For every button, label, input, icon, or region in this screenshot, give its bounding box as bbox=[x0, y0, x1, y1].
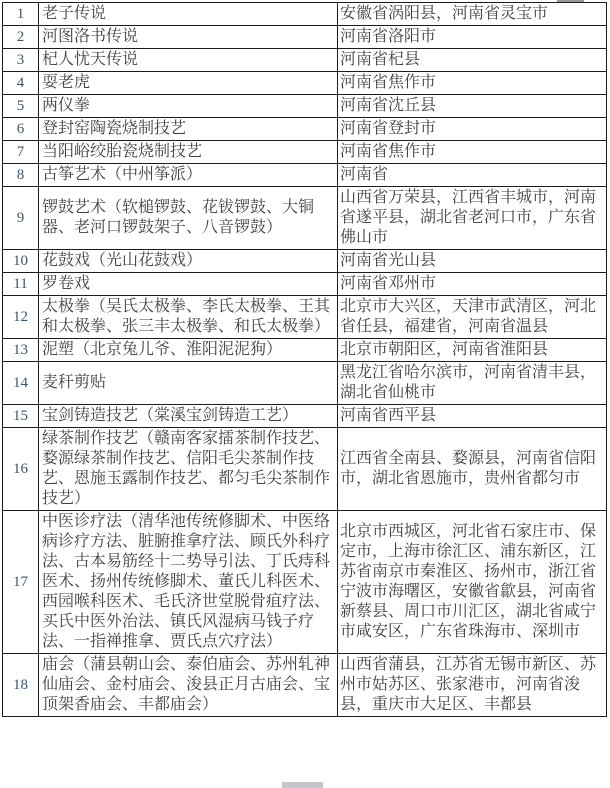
row-number-cell: 12 bbox=[3, 296, 39, 339]
heritage-list-table bbox=[2, 2, 607, 717]
item-name-cell: 太极拳（吴氏太极拳、李氏太极拳、王其和太极拳、张三丰太极拳、和氏太极拳） bbox=[39, 296, 338, 339]
table-row bbox=[3, 654, 607, 717]
row-number-cell: 4 bbox=[3, 72, 39, 95]
table-row bbox=[3, 296, 607, 339]
row-number-cell: 13 bbox=[3, 339, 39, 362]
table-row bbox=[3, 3, 607, 26]
row-number-cell: 7 bbox=[3, 141, 39, 164]
row-number-cell: 16 bbox=[3, 428, 39, 511]
item-location-cell: 河南省邓州市 bbox=[338, 273, 607, 296]
table-row bbox=[3, 164, 607, 187]
row-number-cell: 6 bbox=[3, 118, 39, 141]
item-location-cell: 安徽省涡阳县，河南省灵宝市 bbox=[338, 3, 607, 26]
item-location-cell: 河南省杞县 bbox=[338, 49, 607, 72]
row-number-cell: 3 bbox=[3, 49, 39, 72]
table-row bbox=[3, 339, 607, 362]
item-location-cell: 河南省光山县 bbox=[338, 250, 607, 273]
table-row bbox=[3, 95, 607, 118]
item-name-cell: 绿茶制作技艺（赣南客家擂茶制作技艺、婺源绿茶制作技艺、信阳毛尖茶制作技艺、恩施玉露制作技艺、都匀毛尖茶制作技艺） bbox=[39, 428, 338, 511]
item-name-cell: 耍老虎 bbox=[39, 72, 338, 95]
item-name-cell: 当阳峪绞胎瓷烧制技艺 bbox=[39, 141, 338, 164]
item-location-cell: 河南省登封市 bbox=[338, 118, 607, 141]
table-row bbox=[3, 511, 607, 654]
row-number-cell: 2 bbox=[3, 26, 39, 49]
item-location-cell: 河南省沈丘县 bbox=[338, 95, 607, 118]
table-row bbox=[3, 26, 607, 49]
row-number-cell: 8 bbox=[3, 164, 39, 187]
table-row bbox=[3, 49, 607, 72]
item-name-cell: 花鼓戏（光山花鼓戏） bbox=[39, 250, 338, 273]
item-location-cell: 北京市朝阳区，河南省淮阳县 bbox=[338, 339, 607, 362]
row-number-cell: 10 bbox=[3, 250, 39, 273]
row-number-cell: 5 bbox=[3, 95, 39, 118]
table-row bbox=[3, 362, 607, 405]
table-row bbox=[3, 141, 607, 164]
item-name-cell: 泥塑（北京兔儿爷、淮阳泥泥狗） bbox=[39, 339, 338, 362]
item-name-cell: 杞人忧天传说 bbox=[39, 49, 338, 72]
row-number-cell: 9 bbox=[3, 187, 39, 250]
item-location-cell: 山西省万荣县，江西省丰城市，河南省遂平县，湖北省老河口市，广东省佛山市 bbox=[338, 187, 607, 250]
table-row bbox=[3, 72, 607, 95]
item-name-cell: 登封窑陶瓷烧制技艺 bbox=[39, 118, 338, 141]
item-location-cell: 北京市大兴区，天津市武清区，河北省任县，福建省，河南省温县 bbox=[338, 296, 607, 339]
item-location-cell: 河南省西平县 bbox=[338, 405, 607, 428]
item-name-cell: 中医诊疗法（清华池传统修脚术、中医络病诊疗方法、脏腑推拿疗法、顾氏外科疗法、古本易筋经十二势导引法、丁氏痔科医术、扬州传统修脚术、董氏儿科医术、西园喉科医术、毛氏济世堂脱骨疽疗法、买氏中医外治法、镇氏风湿病马钱子疗法、一指禅推拿、贾氏点穴疗法） bbox=[39, 511, 338, 654]
row-number-cell: 14 bbox=[3, 362, 39, 405]
row-number-cell: 11 bbox=[3, 273, 39, 296]
table-row bbox=[3, 273, 607, 296]
row-number-cell: 18 bbox=[3, 654, 39, 717]
item-location-cell: 黑龙江省哈尔滨市，河南省清丰县，湖北省仙桃市 bbox=[338, 362, 607, 405]
item-location-cell: 河南省焦作市 bbox=[338, 141, 607, 164]
item-location-cell: 山西省蒲县，江苏省无锡市新区、苏州市姑苏区、张家港市，河南省浚县，重庆市大足区、丰都县 bbox=[338, 654, 607, 717]
item-name-cell: 老子传说 bbox=[39, 3, 338, 26]
item-location-cell: 河南省焦作市 bbox=[338, 72, 607, 95]
item-name-cell: 锣鼓艺术（软槌锣鼓、花钹锣鼓、大铜器、老河口锣鼓架子、八音锣鼓） bbox=[39, 187, 338, 250]
table-row bbox=[3, 250, 607, 273]
table-row bbox=[3, 428, 607, 511]
item-location-cell: 江西省全南县、婺源县，河南省信阳市，湖北省恩施市，贵州省都匀市 bbox=[338, 428, 607, 511]
item-name-cell: 庙会（蒲县朝山会、泰伯庙会、苏州轧神仙庙会、金村庙会、浚县正月古庙会、宝顶架香庙会、丰都庙会） bbox=[39, 654, 338, 717]
item-location-cell: 河南省 bbox=[338, 164, 607, 187]
horizontal-scrollbar-thumb[interactable] bbox=[282, 782, 323, 788]
item-location-cell: 北京市西城区，河北省石家庄市、保定市，上海市徐汇区、浦东新区，江苏省南京市秦淮区、扬州市，浙江省宁波市海曙区，安徽省歙县，河南省新蔡县、周口市川汇区，湖北省咸宁市咸安区，广东省珠海市、深圳市 bbox=[338, 511, 607, 654]
item-name-cell: 古筝艺术（中州筝派） bbox=[39, 164, 338, 187]
row-number-cell: 15 bbox=[3, 405, 39, 428]
table-row bbox=[3, 405, 607, 428]
item-name-cell: 河图洛书传说 bbox=[39, 26, 338, 49]
item-location-cell: 河南省洛阳市 bbox=[338, 26, 607, 49]
row-number-cell: 1 bbox=[3, 3, 39, 26]
item-name-cell: 两仪拳 bbox=[39, 95, 338, 118]
table-body bbox=[3, 3, 607, 717]
item-name-cell: 宝剑铸造技艺（棠溪宝剑铸造工艺） bbox=[39, 405, 338, 428]
table-row bbox=[3, 187, 607, 250]
item-name-cell: 罗卷戏 bbox=[39, 273, 338, 296]
table-row bbox=[3, 118, 607, 141]
item-name-cell: 麦秆剪贴 bbox=[39, 362, 338, 405]
row-number-cell: 17 bbox=[3, 511, 39, 654]
